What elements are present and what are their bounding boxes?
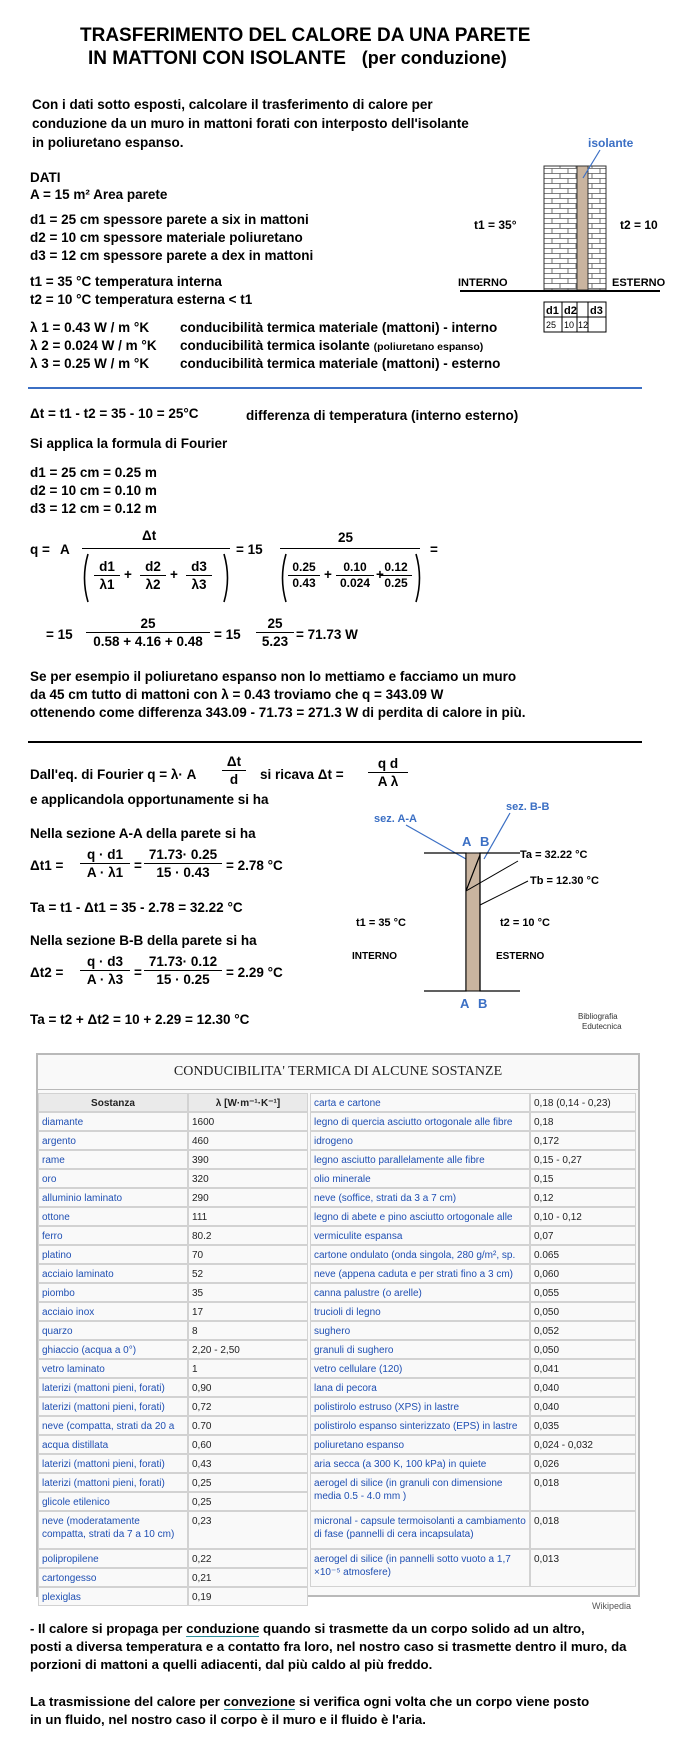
title-sub: (per conduzione)	[361, 48, 507, 68]
cell-lambda: 0,23	[188, 1511, 308, 1549]
fig2-esterno: ESTERNO	[496, 951, 545, 962]
cell-substance: diamante	[38, 1112, 188, 1131]
footer-line-5: in un fluido, nel nostro caso il corpo è il muro e il fluido è l'aria.	[30, 1712, 426, 1727]
table-row	[310, 1302, 636, 1321]
intro-line-3: in poliuretano espanso.	[32, 135, 184, 150]
example-line-2: da 45 cm tutto di mattoni con λ = 0.43 troviamo che q = 343.09 W	[30, 687, 444, 702]
table-row	[310, 1473, 636, 1511]
paren-right-1	[222, 552, 232, 604]
cell-substance: laterizi (mattoni pieni, forati)	[38, 1378, 188, 1397]
fig2-interno: INTERNO	[352, 951, 397, 962]
table-row	[38, 1321, 308, 1340]
table-row	[38, 1112, 308, 1131]
table-row	[38, 1283, 308, 1302]
cell-substance: acciaio laminato	[38, 1264, 188, 1283]
cell-lambda: 70	[188, 1245, 308, 1264]
den-sum: 0.58 + 4.16 + 0.48	[93, 634, 203, 649]
cell-lambda: 320	[188, 1169, 308, 1188]
table-row	[38, 1416, 308, 1435]
fig1-v1: 25	[546, 320, 557, 330]
fraction-bar-2	[280, 548, 420, 549]
ta-calc: Ta = t1 - Δt1 = 35 - 2.78 = 32.22 °C	[30, 900, 243, 915]
cell-lambda: 290	[188, 1188, 308, 1207]
table-row	[38, 1492, 308, 1511]
area-symbol: A	[60, 542, 70, 557]
cell-lambda: 0,18	[530, 1112, 636, 1131]
dt1-label: Δt1 =	[30, 858, 64, 873]
cell-substance: lana di pecora	[310, 1378, 530, 1397]
cell-substance: ghiaccio (acqua a 0°)	[38, 1340, 188, 1359]
sect-d: d	[229, 772, 239, 787]
al1: A · λ1	[86, 865, 124, 880]
cell-lambda: 0,035	[530, 1416, 636, 1435]
table-row	[310, 1397, 636, 1416]
fig1-d3: d3	[590, 305, 603, 317]
cell-substance: neve (appena caduta e per strati fino a 3 cm)	[310, 1264, 530, 1283]
plus-2: +	[170, 567, 178, 582]
eq-sign-3: =	[134, 965, 142, 980]
frac-012-025	[380, 560, 412, 591]
table-row	[310, 1207, 636, 1226]
table-row	[38, 1131, 308, 1150]
table-row	[38, 1169, 308, 1188]
v012: 0.12	[380, 560, 412, 576]
frac-010-0024	[336, 560, 374, 591]
frac-dt2-values	[144, 953, 222, 988]
cell-lambda: 52	[188, 1264, 308, 1283]
wall-diagram-1	[458, 128, 666, 353]
cell-lambda: 0,040	[530, 1397, 636, 1416]
table-row	[310, 1454, 636, 1473]
den-523: 5.23	[261, 634, 289, 649]
cell-substance: piombo	[38, 1283, 188, 1302]
label-b-bottom: B	[478, 996, 488, 1011]
qd3: q · d3	[80, 953, 130, 971]
keyword-convezione: convezione	[223, 1694, 296, 1709]
cell-lambda: 0,60	[188, 1435, 308, 1454]
plus-4: +	[376, 567, 384, 582]
cell-lambda: 1	[188, 1359, 308, 1378]
table-row	[310, 1549, 636, 1587]
table-row	[38, 1549, 308, 1568]
cell-lambda: 0,050	[530, 1340, 636, 1359]
page-title-line2	[88, 48, 507, 70]
title-main: IN MATTONI CON ISOLANTE	[88, 48, 346, 69]
example-line-1: Se per esempio il poliuretano espanso non lo mettiamo e facciamo un muro	[30, 669, 517, 684]
table-row	[310, 1416, 636, 1435]
intro-line-1: Con i dati sotto esposti, calcolare il trasferimento di calore per	[32, 97, 433, 112]
frac-qd-al	[368, 755, 408, 790]
cell-lambda: 0.70	[188, 1416, 308, 1435]
delta-t-desc: differenza di temperatura (interno esterno)	[246, 408, 519, 423]
fig1-d2: d2	[564, 305, 577, 317]
d2-meters: d2 = 10 cm = 0.10 m	[30, 483, 157, 498]
frac-qd1-al1	[80, 846, 130, 881]
table-row	[38, 1245, 308, 1264]
table-row	[310, 1359, 636, 1378]
section-aa-text: Nella sezione A-A della parete si ha	[30, 826, 256, 841]
label-a-top: A	[462, 834, 472, 849]
frac-d3: d3	[186, 558, 212, 576]
tb-label: Tb = 12.30 °C	[530, 875, 599, 887]
fig1-d1: d1	[546, 305, 559, 317]
table-row	[310, 1226, 636, 1245]
eq-sign-2: =	[134, 858, 142, 873]
cell-lambda: 0,22	[188, 1549, 308, 1568]
frac-l2: λ2	[145, 577, 161, 592]
dati-lambda3: λ 3 = 0.25 W / m °K	[30, 356, 150, 371]
cell-substance: platino	[38, 1245, 188, 1264]
applic-text: e applicandola opportunamente si ha	[30, 792, 269, 807]
fig1-t2: t2 = 10	[620, 218, 658, 232]
frac-l3: λ3	[191, 577, 207, 592]
dati-lambda1-desc: conducibilità termica materiale (mattoni) - interno	[180, 320, 498, 335]
cell-lambda: 0,172	[530, 1131, 636, 1150]
cell-lambda: 0,024 - 0,032	[530, 1435, 636, 1454]
table-row	[38, 1511, 308, 1549]
sect-qd: q d	[368, 755, 408, 773]
brick-wall-left	[544, 166, 577, 290]
cell-substance: neve (soffice, strati da 3 a 7 cm)	[310, 1188, 530, 1207]
dati-lambda3-desc: conducibilità termica materiale (mattoni) - esterno	[180, 356, 501, 371]
v0024: 0.024	[339, 576, 371, 590]
dati-area: A = 15 m² Area parete	[30, 187, 168, 202]
header-lambda: λ [W·m⁻¹·K⁻¹]	[188, 1093, 308, 1112]
sect-al: A λ	[377, 774, 399, 789]
cell-substance: glicole etilenico	[38, 1492, 188, 1511]
frac-025-043	[288, 560, 320, 591]
table-row	[38, 1568, 308, 1587]
table-row	[310, 1188, 636, 1207]
example-line-3: ottenendo come differenza 343.09 - 71.73 = 271.3 W di perdita di calore in più.	[30, 705, 526, 720]
cell-substance: legno asciutto parallelamente alle fibre	[310, 1150, 530, 1169]
table-row	[310, 1264, 636, 1283]
lambda2-desc-main: conducibilità termica isolante	[180, 338, 370, 353]
cell-lambda: 35	[188, 1283, 308, 1302]
cell-substance: carta e cartone	[310, 1093, 530, 1112]
cell-lambda: 1600	[188, 1112, 308, 1131]
n1: 71.73· 0.25	[144, 846, 222, 864]
frac-d3-l3	[186, 558, 212, 593]
frac-d2: d2	[140, 558, 166, 576]
n2: 71.73· 0.12	[144, 953, 222, 971]
footer-p2b: si verifica ogni volta che un corpo viene posto	[295, 1694, 590, 1709]
table-row	[38, 1473, 308, 1492]
paren-right-2	[414, 552, 424, 604]
table-row	[38, 1226, 308, 1245]
dati-lambda2: λ 2 = 0.024 W / m °K	[30, 338, 157, 353]
dt1-result: = 2.78 °C	[226, 858, 283, 873]
tb-calc: Ta = t2 + Δt2 = 10 + 2.29 = 12.30 °C	[30, 1012, 250, 1027]
cell-lambda: 0,026	[530, 1454, 636, 1473]
cell-lambda: 0,72	[188, 1397, 308, 1416]
main-fraction-bar	[82, 548, 230, 549]
cell-substance: vetro laminato	[38, 1359, 188, 1378]
cell-substance: rame	[38, 1150, 188, 1169]
label-a-bottom: A	[460, 996, 470, 1011]
cell-lambda: 460	[188, 1131, 308, 1150]
cell-substance: polistirolo estruso (XPS) in lastre	[310, 1397, 530, 1416]
num-25-a: 25	[338, 530, 354, 545]
cell-substance: vetro cellulare (120)	[310, 1359, 530, 1378]
cell-substance: canna palustre (o arelle)	[310, 1283, 530, 1302]
table-row	[38, 1454, 308, 1473]
cell-substance: alluminio laminato	[38, 1188, 188, 1207]
table-row	[310, 1150, 636, 1169]
v025: 0.25	[288, 560, 320, 576]
cell-substance: idrogeno	[310, 1131, 530, 1150]
plus-3: +	[324, 567, 332, 582]
cell-lambda: 2,20 - 2,50	[188, 1340, 308, 1359]
d3-meters: d3 = 12 cm = 0.12 m	[30, 501, 157, 516]
lambda2-desc-note: (poliuretano espanso)	[373, 341, 484, 353]
frac-dt1-values	[144, 846, 222, 881]
cell-lambda: 0,12	[530, 1188, 636, 1207]
cell-substance: polipropilene	[38, 1549, 188, 1568]
table-row	[38, 1264, 308, 1283]
cell-substance: cartongesso	[38, 1568, 188, 1587]
cell-substance: aerogel di silice (in pannelli sotto vuoto a 1,7 ×10⁻⁵ atmosfere)	[310, 1549, 530, 1587]
section-bb-text: Nella sezione B-B della parete si ha	[30, 933, 257, 948]
cell-lambda: 0,013	[530, 1549, 636, 1587]
conductivity-table	[36, 1053, 640, 1603]
cell-lambda: 0,07	[530, 1226, 636, 1245]
cell-substance: argento	[38, 1131, 188, 1150]
header-substance: Sostanza	[38, 1093, 188, 1112]
intro-line-2: conduzione da un muro in mattoni forati con interposto dell'isolante	[32, 116, 469, 131]
cell-lambda: 0,25	[188, 1473, 308, 1492]
v010: 0.10	[336, 560, 374, 576]
cell-lambda: 0,041	[530, 1359, 636, 1378]
keyword-conduzione: conduzione	[186, 1621, 260, 1636]
divider-2	[28, 741, 642, 743]
cell-lambda: 0,15	[530, 1169, 636, 1188]
footer-p2a: La trasmissione del calore per	[30, 1694, 224, 1709]
table-row	[310, 1435, 636, 1454]
ta-label: Ta = 32.22 °C	[520, 849, 588, 861]
eq-sign-1: =	[430, 542, 438, 557]
fig2-t2: t2 = 10 °C	[500, 917, 550, 929]
cell-substance: aerogel di silice (in granuli con dimensione media 0.5 - 4.0 mm )	[310, 1473, 530, 1511]
cell-lambda: 0,055	[530, 1283, 636, 1302]
table-header-row	[38, 1093, 308, 1112]
q-result: = 71.73 W	[296, 627, 358, 642]
frac-d1-l1	[94, 558, 120, 593]
cell-substance: poliuretano espanso	[310, 1435, 530, 1454]
cell-substance: olio minerale	[310, 1169, 530, 1188]
frac-d2-l2	[140, 558, 166, 593]
cell-substance: oro	[38, 1169, 188, 1188]
page-title-line1: TRASFERIMENTO DEL CALORE DA UNA PARETE	[80, 25, 531, 46]
frac-25-sum	[86, 615, 210, 650]
table-row	[310, 1283, 636, 1302]
table-row	[38, 1207, 308, 1226]
cell-substance: neve (moderatamente compatta, strati da 7 a 10 cm)	[38, 1511, 188, 1549]
cell-lambda: 0,18 (0,14 - 0,23)	[530, 1093, 636, 1112]
cell-substance: laterizi (mattoni pieni, forati)	[38, 1397, 188, 1416]
cell-substance: micronal - capsule termoisolanti a cambiamento di fase (pannelli di cera incapsulata)	[310, 1511, 530, 1549]
dati-d3: d3 = 12 cm spessore parete a dex in mattoni	[30, 248, 314, 263]
table-row	[38, 1397, 308, 1416]
d2n: 15 · 0.25	[156, 972, 210, 987]
eq-15-a: = 15	[236, 542, 263, 557]
cell-substance: polistirolo espanso sinterizzato (EPS) in lastre	[310, 1416, 530, 1435]
dt2-label: Δt2 =	[30, 965, 64, 980]
frac-l1: λ1	[99, 577, 115, 592]
footer-line-4	[30, 1694, 589, 1709]
cell-substance: laterizi (mattoni pieni, forati)	[38, 1454, 188, 1473]
frac-dt-d	[222, 753, 246, 788]
formula-delta-t: Δt	[142, 528, 157, 543]
table-source: Wikipedia	[592, 1601, 632, 1611]
cell-substance: legno di quercia asciutto ortogonale alle fibre	[310, 1112, 530, 1131]
cell-substance: trucioli di legno	[310, 1302, 530, 1321]
dati-t1: t1 = 35 °C temperatura interna	[30, 274, 222, 289]
ricava-text: si ricava Δt =	[260, 767, 344, 782]
dati-t2: t2 = 10 °C temperatura esterna < t1	[30, 292, 253, 307]
q-label: q =	[30, 542, 50, 557]
paren-left-1	[80, 552, 90, 604]
cell-lambda: 0,21	[188, 1568, 308, 1587]
cell-lambda: 111	[188, 1207, 308, 1226]
sect-dt: Δt	[222, 753, 246, 771]
cell-substance: acciaio inox	[38, 1302, 188, 1321]
divider-1	[28, 387, 642, 389]
cell-substance: sughero	[310, 1321, 530, 1340]
insulation-layer	[577, 166, 588, 290]
bibliografia: Bibliografia	[578, 1012, 618, 1021]
cell-substance: granuli di sughero	[310, 1340, 530, 1359]
cell-lambda: 0,050	[530, 1302, 636, 1321]
table-row	[310, 1321, 636, 1340]
cell-lambda: 0,90	[188, 1378, 308, 1397]
cell-substance: vermiculite espansa	[310, 1226, 530, 1245]
dati-heading: DATI	[30, 170, 61, 185]
cell-lambda: 0,43	[188, 1454, 308, 1473]
dati-d1: d1 = 25 cm spessore parete a six in mattoni	[30, 212, 309, 227]
table-row	[38, 1378, 308, 1397]
cell-substance: aria secca (a 300 K, 100 kPa) in quiete	[310, 1454, 530, 1473]
cell-substance: neve (compatta, strati da 20 a	[38, 1416, 188, 1435]
sez-bb-label: sez. B-B	[506, 801, 550, 813]
table-row	[310, 1093, 636, 1112]
label-b-top: B	[480, 834, 490, 849]
eq-15-c: = 15	[214, 627, 241, 642]
v043: 0.43	[292, 576, 316, 590]
cell-lambda: 0,25	[188, 1492, 308, 1511]
cell-substance: plexiglas	[38, 1587, 188, 1606]
footer-line-3: porzioni di mattoni a quelli adiacenti, dal più caldo al più freddo.	[30, 1657, 433, 1672]
num-25-b: 25	[86, 615, 210, 633]
table-row	[38, 1188, 308, 1207]
dati-lambda2-desc	[180, 338, 483, 353]
fig1-v2: 10	[564, 320, 575, 330]
cell-lambda: 0.065	[530, 1245, 636, 1264]
brick-wall-right	[588, 166, 606, 290]
d1n: 15 · 0.43	[156, 865, 210, 880]
al3: A · λ3	[86, 972, 124, 987]
footer-line-1	[30, 1621, 585, 1636]
cell-lambda: 8	[188, 1321, 308, 1340]
cell-substance: ottone	[38, 1207, 188, 1226]
fig1-esterno: ESTERNO	[612, 277, 666, 289]
table-row	[310, 1340, 636, 1359]
fourier-intro: Si applica la formula di Fourier	[30, 436, 228, 451]
table-row	[310, 1378, 636, 1397]
footer-p1b: quando si trasmette da un corpo solido ad un altro,	[259, 1621, 585, 1636]
paren-left-2	[278, 552, 288, 604]
cell-lambda: 390	[188, 1150, 308, 1169]
delta-t: Δt = t1 - t2 = 35 - 10 = 25°C	[30, 406, 199, 421]
dati-d2: d2 = 10 cm spessore materiale poliuretano	[30, 230, 303, 245]
sez-aa-label: sez. A-A	[374, 813, 417, 825]
cell-lambda: 17	[188, 1302, 308, 1321]
cell-substance: acqua distillata	[38, 1435, 188, 1454]
table-row	[38, 1587, 308, 1606]
wall-diagram-2	[352, 795, 660, 1045]
cell-substance: cartone ondulato (onda singola, 280 g/m², sp.	[310, 1245, 530, 1264]
cell-lambda: 0,040	[530, 1378, 636, 1397]
fig1-t1: t1 = 35°	[474, 218, 517, 232]
cell-lambda: 0,060	[530, 1264, 636, 1283]
d1-meters: d1 = 25 cm = 0.25 m	[30, 465, 157, 480]
cell-lambda: 0,10 - 0,12	[530, 1207, 636, 1226]
frac-d1: d1	[94, 558, 120, 576]
cell-substance: quarzo	[38, 1321, 188, 1340]
dt2-result: = 2.29 °C	[226, 965, 283, 980]
cell-lambda: 0,052	[530, 1321, 636, 1340]
fourier-eq-text: Dall'eq. di Fourier q = λ· A	[30, 767, 197, 782]
cell-substance: ferro	[38, 1226, 188, 1245]
frac-qd3-al3	[80, 953, 130, 988]
qd1: q · d1	[80, 846, 130, 864]
footer-p1a: - Il calore si propaga per	[30, 1621, 187, 1636]
fig1-v3: 12	[578, 320, 589, 330]
isolante-label: isolante	[588, 136, 634, 150]
cell-lambda: 0,018	[530, 1473, 636, 1511]
eq-15-b: = 15	[46, 627, 73, 642]
num-25-c: 25	[256, 615, 294, 633]
table-row	[38, 1150, 308, 1169]
fig1-interno: INTERNO	[458, 277, 508, 289]
footer-line-2: posti a diversa temperatura e a contatto fra loro, nel nostro caso si trasmette dentro il muro, da	[30, 1639, 627, 1654]
plus-1: +	[124, 567, 132, 582]
table-row	[38, 1435, 308, 1454]
cell-lambda: 0,018	[530, 1511, 636, 1549]
table-caption: CONDUCIBILITA' TERMICA DI ALCUNE SOSTANZE	[38, 1055, 638, 1090]
v025b: 0.25	[384, 576, 408, 590]
cell-lambda: 0,15 - 0,27	[530, 1150, 636, 1169]
table-row	[38, 1359, 308, 1378]
cell-lambda: 80.2	[188, 1226, 308, 1245]
cell-substance: laterizi (mattoni pieni, forati)	[38, 1473, 188, 1492]
table-row	[310, 1245, 636, 1264]
cell-lambda: 0,19	[188, 1587, 308, 1606]
fig2-t1: t1 = 35 °C	[356, 917, 406, 929]
edutecnica: Edutecnica	[582, 1022, 622, 1031]
table-row	[310, 1131, 636, 1150]
table-row	[310, 1169, 636, 1188]
table-row	[38, 1340, 308, 1359]
table-row	[310, 1511, 636, 1549]
table-row	[310, 1112, 636, 1131]
table-row	[38, 1302, 308, 1321]
dati-lambda1: λ 1 = 0.43 W / m °K	[30, 320, 150, 335]
frac-25-523	[256, 615, 294, 650]
cell-substance: legno di abete e pino asciutto ortogonale alle	[310, 1207, 530, 1226]
